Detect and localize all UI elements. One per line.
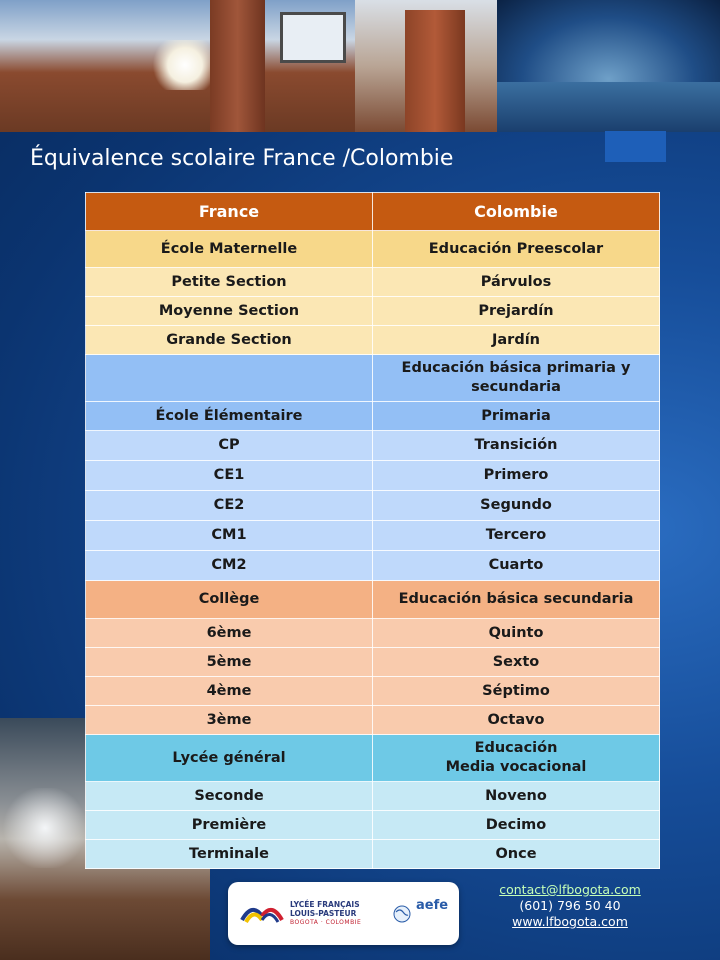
table-row (86, 461, 660, 491)
table-row (86, 840, 660, 869)
cell-colombie: Quinto (373, 619, 660, 648)
table-row (86, 811, 660, 840)
email-link[interactable]: contact@lfbogota.com (499, 882, 641, 897)
table-row (86, 431, 660, 461)
courtyard-photo (0, 0, 355, 132)
cell-colombie: Primaria (373, 402, 660, 431)
globe-icon (390, 904, 414, 924)
cell-colombie: Prejardín (373, 297, 660, 326)
table-row (86, 677, 660, 706)
table-row (86, 491, 660, 521)
cell-colombie: Primero (373, 461, 660, 491)
cell-france: Moyenne Section (86, 297, 373, 326)
header-colombie: Colombie (373, 193, 660, 231)
equivalence-table (85, 192, 660, 869)
table-row (86, 297, 660, 326)
school-logo-card (228, 882, 459, 945)
cell-colombie: Educación Preescolar (373, 231, 660, 268)
table-row (86, 706, 660, 735)
cell-colombie: Párvulos (373, 268, 660, 297)
cell-colombie: Educación básica primaria y secundaria (373, 355, 660, 402)
website-link[interactable]: www.lfbogota.com (512, 914, 628, 929)
brick-hall-photo (355, 0, 497, 132)
cell-france: Lycée général (86, 735, 373, 782)
table-row (86, 326, 660, 355)
open-book-logo-icon (240, 894, 284, 928)
cell-colombie: Decimo (373, 811, 660, 840)
cell-colombie: Segundo (373, 491, 660, 521)
cell-france: CP (86, 431, 373, 461)
cell-france: Grande Section (86, 326, 373, 355)
table-row (86, 551, 660, 581)
table-body (86, 231, 660, 869)
table-row (86, 619, 660, 648)
page-title: Équivalence scolaire France /Colombie (30, 146, 454, 171)
table-row (86, 355, 660, 402)
cell-colombie: Educación básica secundaria (373, 581, 660, 619)
cell-france: 3ème (86, 706, 373, 735)
cell-france: CE2 (86, 491, 373, 521)
contact-block (480, 882, 660, 930)
table-header-row (86, 193, 660, 231)
cell-france: Petite Section (86, 268, 373, 297)
cell-france: Terminale (86, 840, 373, 869)
aefe-logo: aefe (416, 898, 449, 913)
table-row (86, 782, 660, 811)
cell-france: Première (86, 811, 373, 840)
cell-france: École Maternelle (86, 231, 373, 268)
cell-france: Seconde (86, 782, 373, 811)
cell-colombie: Tercero (373, 521, 660, 551)
table-row (86, 521, 660, 551)
cell-colombie: Octavo (373, 706, 660, 735)
table-row (86, 231, 660, 268)
cell-colombie: Jardín (373, 326, 660, 355)
cell-colombie: Cuarto (373, 551, 660, 581)
cell-france: École Élémentaire (86, 402, 373, 431)
phone-number: (601) 796 50 40 (519, 898, 621, 913)
cell-france: CM2 (86, 551, 373, 581)
decorative-square (605, 131, 666, 162)
cell-colombie: Educación Media vocacional (373, 735, 660, 782)
table-row (86, 402, 660, 431)
cell-colombie: Once (373, 840, 660, 869)
table-row (86, 581, 660, 619)
cell-colombie: Noveno (373, 782, 660, 811)
cell-colombie: Sexto (373, 648, 660, 677)
table-row (86, 648, 660, 677)
cell-france: Collège (86, 581, 373, 619)
cell-france: CE1 (86, 461, 373, 491)
school-name: LYCÉE FRANÇAIS LOUIS-PASTEUR BOGOTA · COLOMBIE (290, 900, 362, 926)
table-row (86, 268, 660, 297)
cell-france: 4ème (86, 677, 373, 706)
lab-photo (497, 0, 720, 132)
table-row (86, 735, 660, 782)
header-france: France (86, 193, 373, 231)
cell-colombie: Séptimo (373, 677, 660, 706)
header-photo-strip (0, 0, 720, 132)
cell-france: CM1 (86, 521, 373, 551)
cell-france: 5ème (86, 648, 373, 677)
cell-france: 6ème (86, 619, 373, 648)
cell-france (86, 355, 373, 402)
cell-colombie: Transición (373, 431, 660, 461)
